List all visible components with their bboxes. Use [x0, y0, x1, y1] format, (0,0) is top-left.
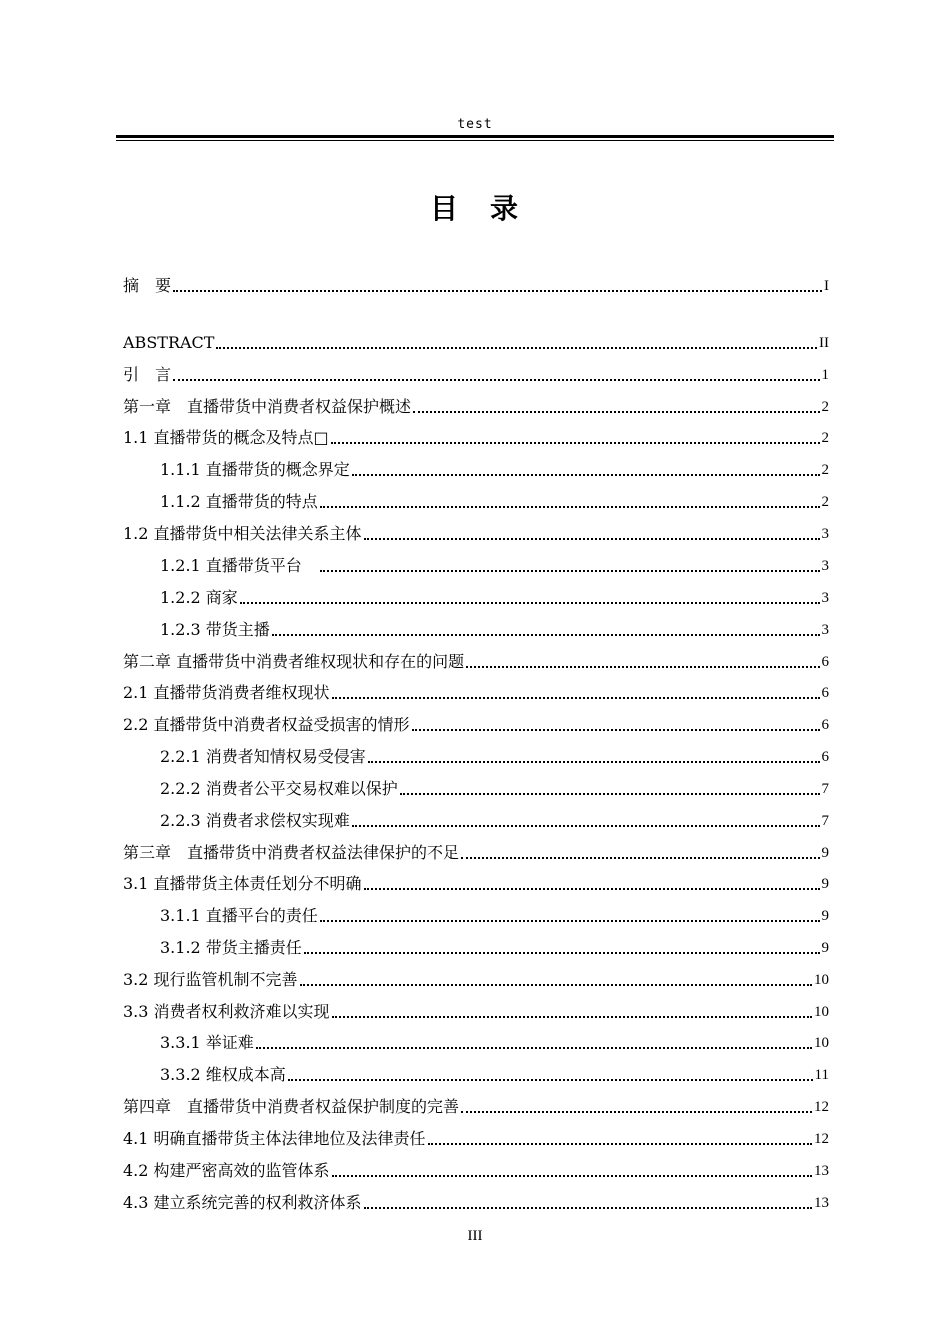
toc-dot-leader	[304, 952, 820, 954]
toc-entry-page-number: 1	[821, 367, 829, 383]
toc-entry-page-number: 2	[821, 494, 829, 510]
toc-dot-leader	[332, 1016, 812, 1018]
toc-entry[interactable]	[160, 771, 829, 799]
toc-entry-page-number: 10	[814, 972, 829, 988]
toc-dot-leader	[272, 634, 820, 636]
toc-entry-page-number: 13	[814, 1163, 829, 1179]
header-rule-thick	[116, 135, 834, 138]
toc-dot-leader	[320, 506, 820, 508]
toc-entry[interactable]	[123, 675, 829, 703]
toc-dot-leader	[216, 347, 817, 349]
toc-entry[interactable]	[123, 1153, 829, 1181]
toc-entry[interactable]	[123, 1121, 829, 1149]
toc-entry-label: 2.2.2 消费者公平交易权难以保护	[160, 779, 398, 798]
toc-dot-leader	[461, 1111, 812, 1113]
toc-dot-leader	[466, 666, 819, 668]
toc-entry-label: 4.3 建立系统完善的权利救济体系	[123, 1193, 362, 1212]
toc-dot-leader	[331, 442, 820, 444]
toc-entry-page-number: 3	[821, 558, 829, 574]
toc-entry-page-number: 2	[821, 399, 829, 415]
toc-entry-page-number: 12	[814, 1099, 829, 1115]
toc-entry-page-number: 13	[814, 1195, 829, 1211]
toc-entry-page-number: 11	[814, 1067, 829, 1083]
toc-entry[interactable]	[160, 898, 829, 926]
toc-entry[interactable]	[160, 739, 829, 767]
toc-dot-leader	[332, 697, 820, 699]
toc-chapter-entry[interactable]	[123, 835, 829, 863]
toc-entry-label: 1.2.3 带货主播	[160, 620, 270, 639]
toc-entry-label: 2.1 直播带货消费者维权现状	[123, 683, 330, 702]
toc-entry-label: 3.2 现行监管机制不完善	[123, 970, 298, 989]
toc-entry-page-number: 2	[821, 462, 829, 478]
toc-entry-page-number: 6	[821, 654, 829, 670]
toc-dot-leader	[368, 761, 820, 763]
toc-dot-leader	[364, 888, 820, 890]
toc-entry[interactable]	[160, 484, 829, 512]
toc-dot-leader	[352, 825, 820, 827]
toc-entry-page-number: 9	[821, 940, 829, 956]
toc-dot-leader	[364, 1207, 812, 1209]
toc-dot-leader	[400, 793, 820, 795]
toc-entry-label: 第四章 直播带货中消费者权益保护制度的完善	[123, 1097, 460, 1116]
toc-entry-page-number: 2	[821, 430, 829, 446]
toc-entry-label: 2.2.1 消费者知情权易受侵害	[160, 747, 366, 766]
toc-entry[interactable]	[123, 707, 829, 735]
toc-entry-label: ABSTRACT	[123, 333, 215, 352]
toc-entry-page-number: I	[824, 278, 829, 294]
toc-entry[interactable]	[160, 1057, 829, 1085]
toc-entry-label: 2.2 直播带货中消费者权益受损害的情形	[123, 715, 410, 734]
toc-entry-label: 第三章 直播带货中消费者权益法律保护的不足	[123, 843, 460, 862]
toc-entry[interactable]	[160, 612, 829, 640]
toc-entry-label: 3.3.1 举证难	[160, 1033, 254, 1052]
toc-entry[interactable]	[123, 866, 829, 894]
toc-entry-label: 摘 要	[123, 276, 172, 295]
toc-dot-leader	[288, 1079, 813, 1081]
toc-entry[interactable]	[123, 357, 829, 385]
toc-entry-label: 引 言	[123, 365, 172, 384]
toc-entry-label: 3.3.2 维权成本高	[160, 1065, 286, 1084]
toc-dot-leader	[320, 570, 820, 572]
toc-dot-leader	[256, 1047, 812, 1049]
toc-dot-leader	[352, 474, 820, 476]
toc-entry[interactable]	[123, 268, 829, 296]
toc-entry-page-number: 6	[821, 717, 829, 733]
header-rule-thin	[116, 140, 834, 141]
page-number: III	[467, 1228, 483, 1244]
toc-dot-leader	[320, 920, 820, 922]
toc-chapter-entry[interactable]	[123, 1089, 829, 1117]
toc-entry-page-number: 9	[821, 845, 829, 861]
toc-entry-page-number: 6	[821, 685, 829, 701]
toc-entry-label: 1.2 直播带货中相关法律关系主体	[123, 524, 362, 543]
toc-dot-leader	[413, 411, 819, 413]
toc-entry-label: 1.2.1 直播带货平台	[160, 556, 318, 575]
toc-title-char-2: 录	[490, 192, 521, 225]
running-header: test	[457, 117, 493, 132]
toc-entry[interactable]	[123, 420, 829, 448]
toc-entry-page-number: 3	[821, 526, 829, 542]
toc-entry-page-number: 12	[814, 1131, 829, 1147]
toc-dot-leader	[173, 379, 819, 381]
toc-title-char-1: 目	[429, 192, 460, 225]
toc-entry[interactable]	[123, 516, 829, 544]
toc-entry-label: 1.1.2 直播带货的特点	[160, 492, 318, 511]
toc-chapter-entry[interactable]	[123, 389, 829, 417]
toc-entry-label: 第二章 直播带货中消费者维权现状和存在的问题	[123, 652, 465, 671]
toc-dot-leader	[364, 538, 820, 540]
toc-entry-label: 3.3 消费者权利救济难以实现	[123, 1002, 330, 1021]
toc-dot-leader	[300, 984, 812, 986]
toc-dot-leader	[332, 1175, 812, 1177]
toc-entry[interactable]	[160, 580, 829, 608]
toc-entry-page-number: 3	[821, 590, 829, 606]
toc-entry-label: 3.1 直播带货主体责任划分不明确	[123, 874, 362, 893]
toc-entry-page-number: II	[819, 335, 829, 351]
toc-dot-leader	[428, 1143, 812, 1145]
toc-entry-label: 1.1 直播带货的概念及特点□	[123, 428, 329, 447]
toc-entry-page-number: 10	[814, 1035, 829, 1051]
toc-entry[interactable]	[123, 962, 829, 990]
toc-entry-label: 1.1.1 直播带货的概念界定	[160, 460, 350, 479]
toc-entry-label: 3.1.2 带货主播责任	[160, 938, 302, 957]
toc-entry-page-number: 9	[821, 876, 829, 892]
toc-entry-page-number: 7	[821, 813, 829, 829]
toc-entry[interactable]	[123, 325, 829, 353]
toc-dot-leader	[461, 857, 819, 859]
toc-entry-label: 4.2 构建严密高效的监管体系	[123, 1161, 330, 1180]
toc-entry[interactable]	[160, 803, 829, 831]
toc-entry-page-number: 3	[821, 622, 829, 638]
toc-entry-page-number: 7	[821, 781, 829, 797]
toc-dot-leader	[240, 602, 820, 604]
toc-entry-label: 2.2.3 消费者求偿权实现难	[160, 811, 350, 830]
toc-title	[0, 189, 950, 229]
toc-entry-page-number: 10	[814, 1004, 829, 1020]
toc-entry[interactable]	[160, 452, 829, 480]
toc-entry-label: 4.1 明确直播带货主体法律地位及法律责任	[123, 1129, 426, 1148]
toc-chapter-entry[interactable]	[123, 644, 829, 672]
toc-entry-label: 1.2.2 商家	[160, 588, 238, 607]
toc-entry[interactable]	[123, 1185, 829, 1213]
toc-entry[interactable]	[160, 548, 829, 576]
toc-entry[interactable]	[123, 994, 829, 1022]
toc-entry-label: 3.1.1 直播平台的责任	[160, 906, 318, 925]
toc-entry[interactable]	[160, 930, 829, 958]
toc-entry-page-number: 6	[821, 749, 829, 765]
toc-dot-leader	[412, 729, 820, 731]
toc-entry[interactable]	[160, 1025, 829, 1053]
toc-dot-leader	[173, 290, 822, 292]
toc-entry-page-number: 9	[821, 908, 829, 924]
toc-entry-label: 第一章 直播带货中消费者权益保护概述	[123, 397, 412, 416]
